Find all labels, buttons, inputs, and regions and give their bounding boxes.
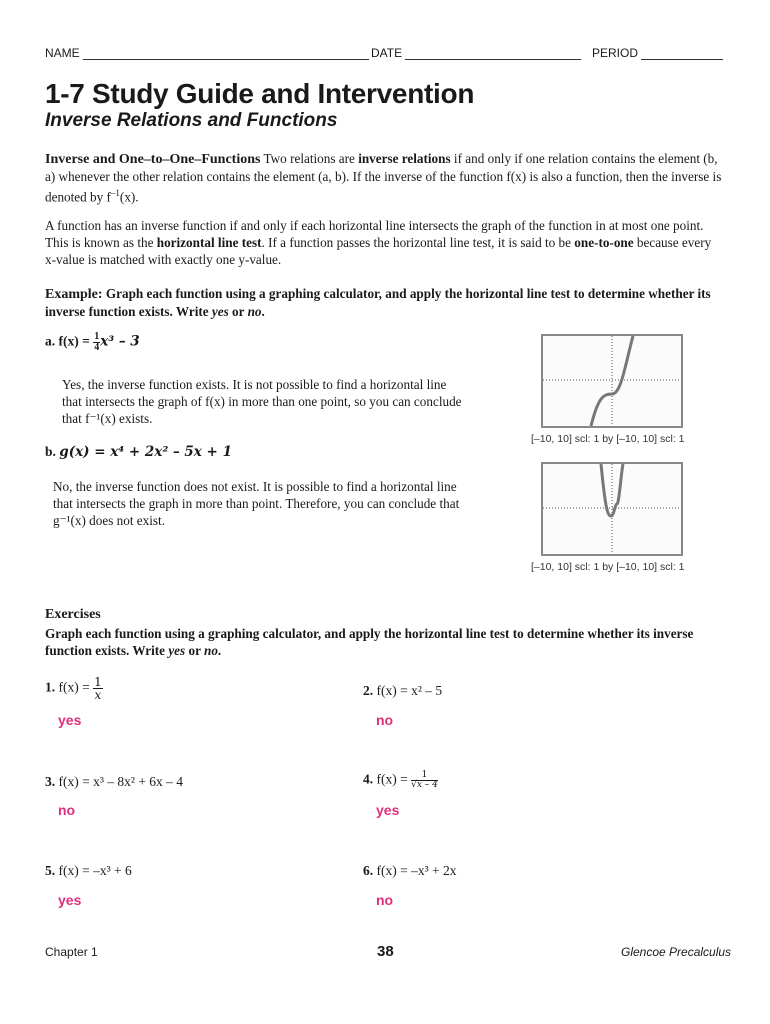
- exercise-4-answer: yes: [376, 802, 400, 818]
- example-text: or: [228, 304, 248, 319]
- intro-paragraph-2: [45, 217, 725, 268]
- example-a-rest: x³ – 3: [100, 333, 140, 350]
- date-field: [371, 46, 581, 60]
- exercises-heading: Exercises: [45, 607, 101, 622]
- exercise-6-answer: no: [376, 892, 394, 908]
- period-field: [592, 46, 723, 60]
- fraction-numerator: 1: [411, 771, 438, 781]
- exercises-yes: yes: [168, 643, 186, 658]
- intro-text: Two relations are: [260, 151, 359, 166]
- intro-paragraph-1: [45, 150, 725, 205]
- exercise-4: [363, 771, 438, 790]
- example-a-func: f(x) =: [58, 333, 94, 349]
- footer-book: Glencoe Precalculus: [621, 945, 732, 959]
- intro-text: because every x-value is matched with exactly one y-value.: [45, 235, 712, 267]
- footer-chapter: Chapter 1: [45, 945, 98, 959]
- fraction-denominator: 4: [94, 342, 100, 353]
- exercise-number: 1.: [45, 679, 56, 695]
- footer-page-number: 38: [377, 943, 394, 960]
- example-a-line: that f⁻¹(x) exists.: [62, 411, 153, 426]
- graph-a-caption: [–10, 10] scl: 1 by [–10, 10] scl: 1: [531, 433, 685, 445]
- example-no: no: [247, 304, 262, 319]
- exercise-function: f(x) = x² – 5: [376, 683, 443, 698]
- intro-bold-term: inverse relations: [358, 151, 451, 166]
- exercise-1: [45, 676, 103, 701]
- intro-text: . If a function passes the horizontal line test, it is said to be: [261, 235, 575, 250]
- exercise-number: 3.: [45, 774, 56, 789]
- exercises-instructions: [45, 625, 725, 659]
- example-a-label: a.: [45, 333, 56, 349]
- exercise-3-answer: no: [58, 802, 76, 818]
- graph-cubic-plot: [543, 336, 681, 426]
- exercises-text: Graph each function using a graphing calculator, and apply the horizontal line test to determine whether its inverse function exists. Write: [45, 626, 694, 658]
- example-yes: yes: [211, 304, 229, 319]
- graph-b-caption: [–10, 10] scl: 1 by [–10, 10] scl: 1: [531, 561, 685, 573]
- example-a-explanation: [62, 376, 502, 427]
- exercise-number: 2.: [363, 683, 374, 698]
- example-text: .: [261, 304, 265, 319]
- period-line: [641, 47, 723, 60]
- period-label: PERIOD: [592, 46, 639, 60]
- intro-text: (x).: [119, 189, 139, 205]
- example-a-function: [45, 332, 140, 353]
- graph-cubic: [541, 334, 683, 428]
- exercise-2-answer: no: [376, 712, 394, 728]
- exercises-text: or: [185, 643, 204, 658]
- example-b-function: [45, 444, 232, 460]
- name-label: NAME: [45, 46, 80, 60]
- date-label: DATE: [371, 46, 403, 60]
- fraction-numerator: 1: [94, 675, 102, 689]
- fraction-denominator: x: [94, 688, 102, 702]
- exercises-no: no: [203, 643, 218, 658]
- example-instructions: [45, 285, 725, 320]
- example-a-line: that intersects the graph of f(x) in more than one point, so you can conclude: [62, 394, 462, 409]
- exercise-function: f(x) = x³ – 8x² + 6x – 4: [58, 774, 184, 789]
- exercise-1-answer: yes: [58, 712, 82, 728]
- intro-text: A function has an inverse function if and only if each horizontal line intersects the graph of the function in at most one point. This is known as the: [45, 218, 704, 250]
- example-text: Graph each function using a graphing calculator, and apply the horizontal line test to determine whether its inverse function exists. Write: [45, 286, 711, 319]
- exercise-1-fraction: [93, 676, 103, 701]
- intro-bold-term: horizontal line test: [156, 235, 262, 250]
- exercise-function: f(x) = –x³ + 6: [58, 863, 132, 878]
- exercise-number: 4.: [363, 771, 374, 787]
- example-label: Example:: [45, 287, 103, 302]
- exercise-2: [363, 683, 442, 699]
- example-b-label: b.: [45, 444, 56, 459]
- fraction-numerator: 1: [94, 331, 100, 342]
- exercise-4-fraction: [411, 771, 438, 790]
- example-b-line: No, the inverse function does not exist. It is possible to find a horizontal line: [53, 479, 457, 494]
- graph-quartic-plot: [543, 464, 681, 554]
- exercise-5: [45, 863, 132, 879]
- example-b-explanation: [53, 478, 503, 529]
- exercise-function: f(x) = –x³ + 2x: [376, 863, 457, 878]
- name-line: [83, 47, 369, 60]
- example-b-line: that intersects the graph in more than point. Therefore, you can conclude that: [53, 496, 460, 511]
- exercise-6: [363, 863, 457, 879]
- intro-text: if and only if one relation contains the element (b, a) whenever the other relation contains the element (a, b). If the inverse of the function f(x) is also a function, then the inverse is denoted by f: [45, 151, 722, 205]
- exercise-number: 6.: [363, 863, 374, 878]
- exercise-number: 5.: [45, 863, 56, 878]
- example-b-line: g⁻¹(x) does not exist.: [53, 513, 166, 528]
- exercise-3: [45, 774, 183, 790]
- exercise-function: f(x) =: [58, 679, 94, 695]
- date-line: [405, 47, 581, 60]
- intro-superscript: –1: [110, 188, 120, 198]
- page-title: 1-7 Study Guide and Intervention: [45, 78, 475, 109]
- page-subtitle: Inverse Relations and Functions: [45, 110, 338, 131]
- intro-bold-term: one-to-one: [574, 235, 634, 250]
- graph-quartic: [541, 462, 683, 556]
- fraction-denominator: √x – 4: [411, 780, 438, 790]
- exercise-5-answer: yes: [58, 892, 82, 908]
- example-a-line: Yes, the inverse function exists. It is not possible to find a horizontal line: [62, 377, 447, 392]
- name-field: [45, 46, 369, 60]
- exercise-function: f(x) =: [376, 771, 412, 787]
- exercises-text: .: [217, 643, 222, 658]
- intro-term: Inverse and One–to–One–Functions: [45, 152, 261, 167]
- example-b-func: g(x) = x⁴ + 2x² – 5x + 1: [59, 444, 232, 460]
